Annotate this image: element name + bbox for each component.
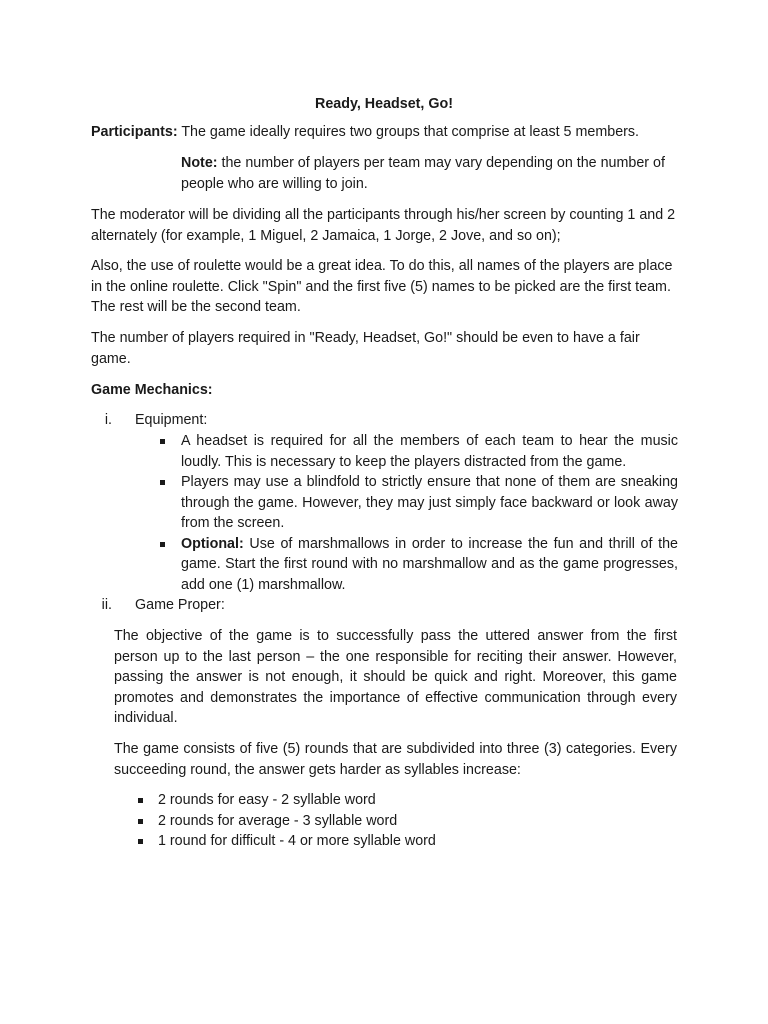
list-item xyxy=(158,534,678,596)
moderator-paragraph: The moderator will be dividing all the participants through his/her screen by counting 1 and 2 alternately (for example, 1 Miguel, 2 Jamaica, 1 Jorge, 2 Jove, and so on); xyxy=(91,207,676,244)
list-item xyxy=(136,811,676,832)
square-bullet-icon xyxy=(160,542,165,547)
square-bullet-icon xyxy=(160,439,165,444)
mechanics-heading-text: Game Mechanics: xyxy=(91,382,213,398)
note-label: Note: xyxy=(181,155,218,171)
square-bullet-icon xyxy=(138,798,143,803)
participants-text: The game ideally requires two groups that comprise at least 5 members. xyxy=(177,124,640,140)
square-bullet-icon xyxy=(138,839,143,844)
list-item xyxy=(136,790,676,811)
round-difficult-text: 1 round for difficult - 4 or more syllable word xyxy=(158,833,436,849)
document-title: Ready, Headset, Go! xyxy=(315,96,453,112)
headset-text: A headset is required for all the members of each team to hear the music loudly. This is necessary to keep the players distracted from the game. xyxy=(181,433,678,470)
square-bullet-icon xyxy=(160,480,165,485)
even-players-paragraph: The number of players required in "Ready, Headset, Go!" should be even to have a fair game. xyxy=(91,330,640,367)
roulette-paragraph: Also, the use of roulette would be a great idea. To do this, all names of the players are place in the online roulette. Click "Spin" and the first five (5) names to be picked are the first team. The rest will be the second team. xyxy=(91,258,673,315)
optional-label: Optional: xyxy=(181,535,244,552)
square-bullet-icon xyxy=(138,819,143,824)
participants-paragraph xyxy=(91,122,678,143)
note-text: the number of players per team may vary depending on the number of people who are willing to join. xyxy=(181,155,665,192)
equipment-label: Equipment: xyxy=(135,412,208,428)
rounds-list xyxy=(136,790,676,852)
round-average-text: 2 rounds for average - 3 syllable word xyxy=(158,812,398,829)
note-paragraph xyxy=(181,153,678,194)
list-item xyxy=(158,431,678,472)
blindfold-text: Players may use a blindfold to strictly ensure that none of them are sneaking through the game. However, they may just simply face backward or look away from the screen. xyxy=(181,474,678,531)
game-proper-label: Game Proper: xyxy=(135,597,225,613)
participants-label: Participants: xyxy=(91,124,178,140)
list-item xyxy=(158,472,678,534)
mechanics-heading xyxy=(91,380,678,401)
round-easy-text: 2 rounds for easy - 2 syllable word xyxy=(158,792,376,808)
objective-paragraph: The objective of the game is to successfully pass the uttered answer from the first person up to the last person – the one responsible for reciting their answer. However, passing the answer is not enough, it should be quick and right. Moreover, this game promotes and demonstrates the importance of effective communication through every individual. xyxy=(114,628,677,726)
equipment-list xyxy=(158,431,678,595)
optional-text: Use of marshmallows in order to increase the fun and thrill of the game. Start the first round with no marshmallow and as the game progresses, add one (1) marshmallow. xyxy=(181,535,678,593)
list-item xyxy=(136,831,676,852)
equipment-number: i. xyxy=(104,412,112,428)
rounds-paragraph: The game consists of five (5) rounds that are subdivided into three (3) categories. Every succeeding round, the answer gets harder as syllables increase: xyxy=(114,741,677,778)
game-proper-number: ii. xyxy=(101,597,112,613)
